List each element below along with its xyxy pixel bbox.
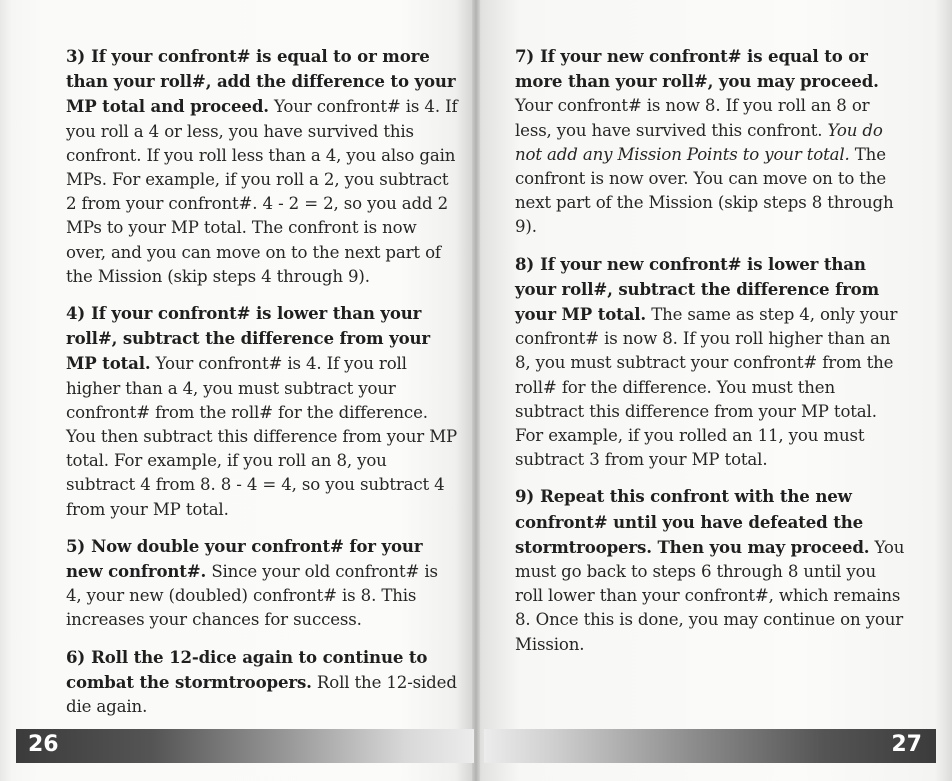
step-body: Roll the 12-sided die again. bbox=[66, 672, 457, 717]
book-gutter bbox=[472, 0, 480, 781]
step-body: You must go back to steps 6 through 8 until you roll lower than your confront#, which remains 8. Once this is done, you may continue on your Mission. bbox=[515, 537, 905, 654]
step-5 bbox=[66, 534, 458, 633]
page-number: 26 bbox=[28, 732, 59, 757]
step-number: 7) bbox=[515, 46, 535, 66]
left-footer-bar bbox=[16, 729, 474, 763]
page-number: 27 bbox=[891, 732, 922, 757]
step-number: 5) bbox=[66, 535, 86, 556]
step-heading: If your new confront# is lower than your roll#, subtract the difference from your MP total. bbox=[515, 253, 879, 325]
step-heading: If your confront# is lower than your roll#, subtract the difference from your MP total. bbox=[66, 303, 430, 374]
step-6 bbox=[66, 645, 458, 720]
step-3 bbox=[66, 44, 458, 289]
step-8 bbox=[515, 252, 907, 473]
step-heading: If your confront# is equal to or more than your roll#, add the difference to your MP total and proceed. bbox=[66, 46, 456, 117]
step-number: 9) bbox=[515, 486, 535, 507]
step-number: 4) bbox=[66, 303, 86, 324]
step-emphasis: You do not add any Mission Points to your total. bbox=[515, 120, 883, 164]
step-number: 3) bbox=[66, 46, 86, 66]
step-4 bbox=[66, 301, 458, 522]
step-body: Your confront# is 4. If you roll higher than a 4, you must subtract your confront# from the roll# for the difference. You then subtract this difference from your MP total. For example, if you roll an 8, you subtract 4 from 8. 8 - 4 = 4, so you subtract 4 from your MP total. bbox=[66, 354, 458, 519]
step-heading: Now double your confront# for your new confront#. bbox=[66, 535, 423, 582]
step-body: Your confront# is 4. If you roll a 4 or less, you have survived this confront. If you roll less than a 4, you also gain MPs. For example, if you roll a 2, you subtract 2 from your confront#. 4 - 2 = 2, so you add 2 MPs to your MP total. The confront is now over, and you can move on to the next part of the Mission (skip steps 4 through 9). bbox=[66, 97, 458, 286]
right-footer-bar bbox=[484, 729, 936, 763]
step-body: Your confront# is now 8. If you roll an 8 or less, you have survived this confront. bbox=[515, 96, 870, 140]
step-body: Since your old confront# is 4, your new (doubled) confront# is 8. This increases your chances for success. bbox=[66, 562, 438, 630]
step-9 bbox=[515, 484, 907, 656]
step-heading: Roll the 12-dice again to continue to combat the stormtroopers. bbox=[66, 646, 428, 692]
step-body-after: The confront is now over. You can move on to the next part of the Mission (skip steps 8 through 9). bbox=[515, 144, 894, 237]
step-number: 6) bbox=[66, 646, 86, 667]
step-7 bbox=[515, 44, 907, 240]
right-page bbox=[515, 44, 907, 669]
step-heading: Repeat this confront with the new confront# until you have defeated the stormtroopers. Then you may proceed. bbox=[515, 486, 870, 557]
step-number: 8) bbox=[515, 253, 535, 274]
step-body: The same as step 4, only your confront# is now 8. If you roll higher than an 8, you must subtract your confront# from the roll# for the difference. You must then subtract this difference from your MP total. For example, if you rolled an 11, you must subtract 3 from your MP total. bbox=[515, 305, 898, 470]
step-heading: If your new confront# is equal to or more than your roll#, you may proceed. bbox=[515, 46, 879, 92]
left-page bbox=[66, 44, 458, 731]
